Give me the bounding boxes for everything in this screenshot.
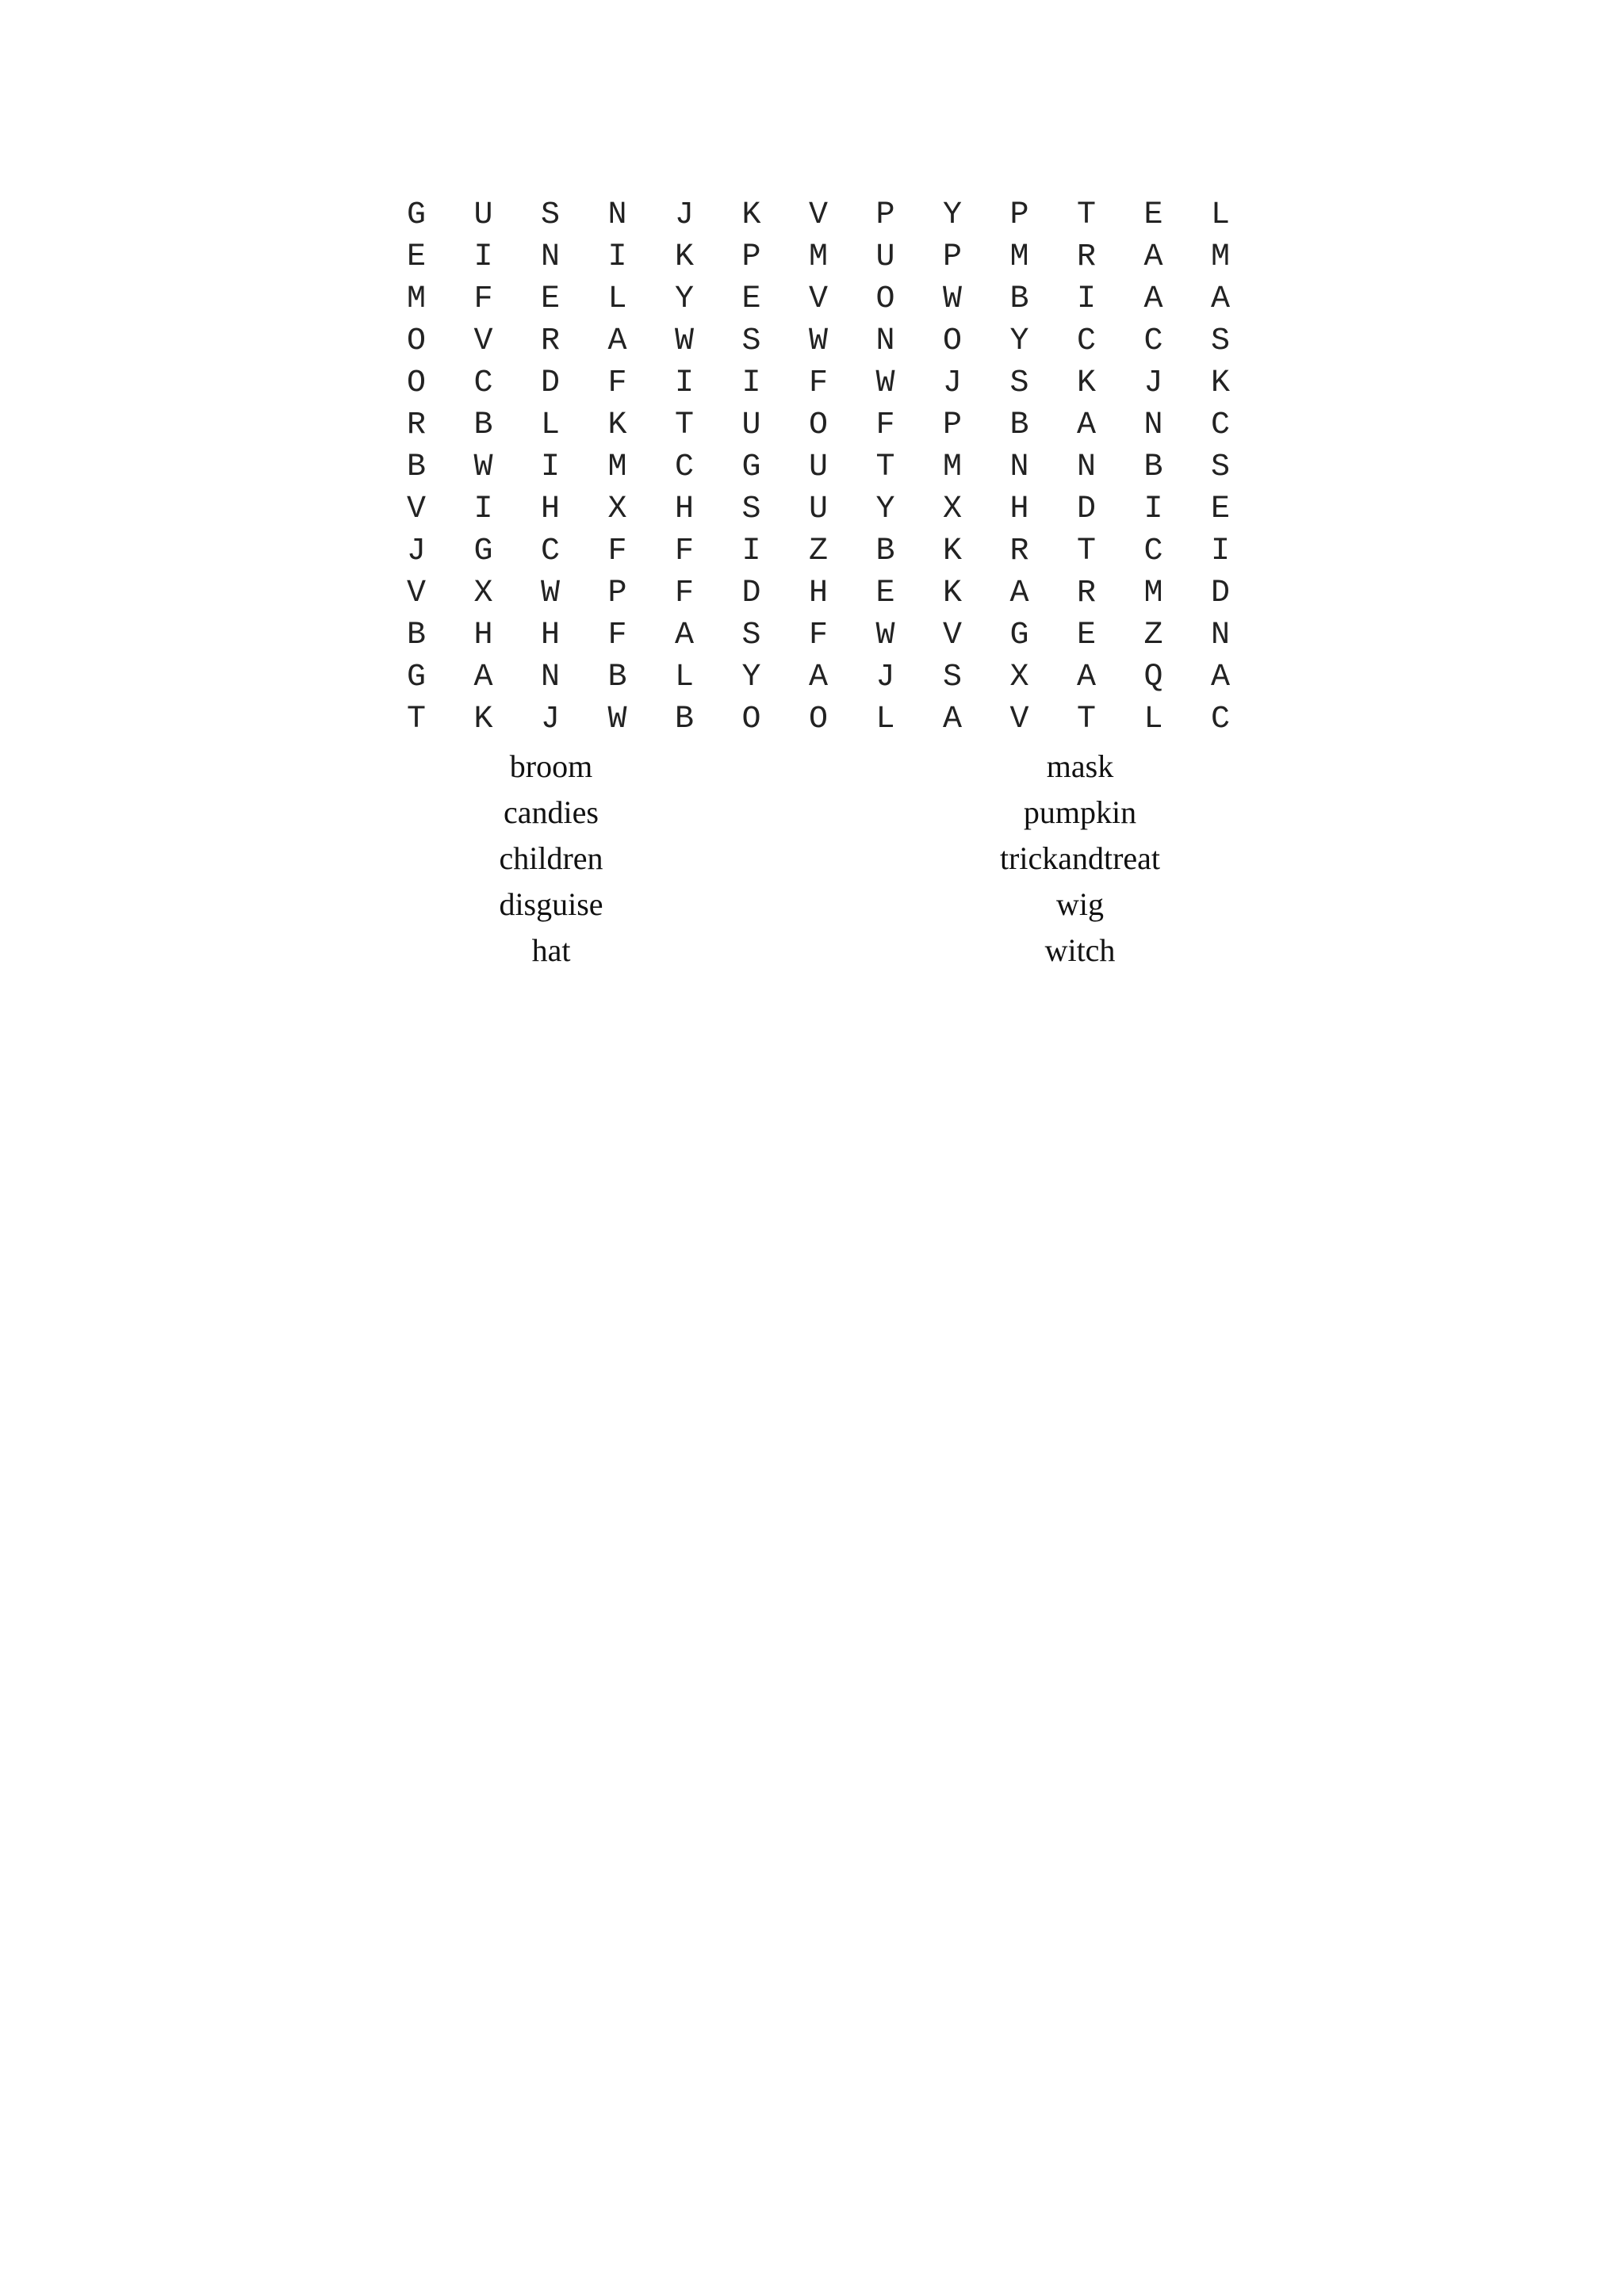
grid-letter: U: [473, 197, 493, 233]
grid-letter: B: [1009, 408, 1029, 443]
grid-letter: W: [875, 365, 895, 401]
grid-letter: X: [607, 492, 627, 527]
grid-letter: H: [540, 492, 560, 527]
grid-letter: U: [808, 492, 828, 527]
grid-letter: O: [942, 323, 962, 359]
grid-letter: N: [875, 323, 895, 359]
grid-letter: S: [741, 618, 761, 653]
grid-letter: E: [1076, 618, 1096, 653]
grid-letter: P: [607, 576, 627, 611]
grid-letter: O: [741, 702, 761, 737]
grid-letter: F: [674, 534, 694, 569]
grid-row: [396, 362, 1252, 404]
grid-letter: I: [607, 239, 627, 275]
grid-letter: G: [406, 197, 426, 233]
grid-letter: S: [1210, 450, 1230, 485]
grid-letter: C: [1210, 702, 1230, 737]
grid-letter: G: [406, 660, 426, 695]
word-pumpkin: pumpkin: [1023, 794, 1137, 830]
grid-letter: W: [875, 618, 895, 653]
grid-letter: E: [875, 576, 895, 611]
grid-letter: Q: [1143, 660, 1163, 695]
grid-row: [396, 404, 1252, 446]
grid-letter: T: [1076, 534, 1096, 569]
grid-letter: Y: [942, 197, 962, 233]
grid-letter: K: [674, 239, 694, 275]
grid-letter: V: [406, 492, 426, 527]
grid-letter: B: [674, 702, 694, 737]
grid-letter: V: [808, 197, 828, 233]
grid-letter: K: [607, 408, 627, 443]
grid-letter: O: [808, 408, 828, 443]
grid-letter: Z: [808, 534, 828, 569]
grid-letter: A: [1143, 281, 1163, 317]
grid-letter: R: [540, 323, 560, 359]
grid-letter: G: [741, 450, 761, 485]
grid-letter: S: [942, 660, 962, 695]
grid-letter: L: [540, 408, 560, 443]
grid-letter: P: [875, 197, 895, 233]
grid-row: [396, 320, 1252, 362]
grid-letter: O: [808, 702, 828, 737]
grid-letter: R: [1076, 576, 1096, 611]
grid-letter: B: [607, 660, 627, 695]
grid-letter: E: [1143, 197, 1163, 233]
grid-letter: F: [674, 576, 694, 611]
grid-letter: B: [875, 534, 895, 569]
grid-letter: A: [1210, 281, 1230, 317]
word-witch: witch: [1044, 932, 1116, 968]
grid-letter: J: [540, 702, 560, 737]
grid-letter: X: [942, 492, 962, 527]
grid-letter: V: [406, 576, 426, 611]
word-children: children: [499, 840, 603, 876]
grid-letter: K: [473, 702, 493, 737]
grid-letter: F: [875, 408, 895, 443]
grid-row: [396, 278, 1252, 320]
grid-letter: I: [540, 450, 560, 485]
grid-letter: N: [540, 239, 560, 275]
grid-letter: H: [674, 492, 694, 527]
grid-letter: K: [942, 576, 962, 611]
grid-letter: A: [1076, 408, 1096, 443]
grid-letter: F: [808, 365, 828, 401]
grid-letter: N: [607, 197, 627, 233]
grid-letter: M: [1210, 239, 1230, 275]
grid-letter: W: [607, 702, 627, 737]
grid-letter: M: [406, 281, 426, 317]
grid-letter: S: [1009, 365, 1029, 401]
word-mask: mask: [1046, 748, 1114, 784]
grid-letter: O: [406, 365, 426, 401]
grid-letter: D: [1210, 576, 1230, 611]
grid-letter: Y: [1009, 323, 1029, 359]
grid-letter: E: [741, 281, 761, 317]
grid-letter: I: [473, 492, 493, 527]
grid-letter: J: [1143, 365, 1163, 401]
word-search-grid: [396, 194, 1252, 740]
grid-row: [396, 614, 1252, 656]
grid-letter: C: [473, 365, 493, 401]
grid-letter: B: [406, 450, 426, 485]
grid-letter: R: [1076, 239, 1096, 275]
grid-row: [396, 488, 1252, 530]
grid-letter: W: [674, 323, 694, 359]
grid-letter: L: [875, 702, 895, 737]
grid-letter: X: [473, 576, 493, 611]
grid-letter: A: [1009, 576, 1029, 611]
grid-letter: M: [607, 450, 627, 485]
grid-letter: C: [1143, 534, 1163, 569]
grid-letter: U: [741, 408, 761, 443]
grid-letter: I: [1210, 534, 1230, 569]
word-broom: broom: [509, 748, 593, 784]
grid-letter: P: [942, 239, 962, 275]
grid-letter: M: [942, 450, 962, 485]
grid-row: [396, 530, 1252, 572]
grid-letter: S: [741, 492, 761, 527]
grid-letter: O: [875, 281, 895, 317]
grid-letter: H: [540, 618, 560, 653]
grid-letter: R: [406, 408, 426, 443]
grid-letter: A: [1076, 660, 1096, 695]
grid-letter: A: [942, 702, 962, 737]
grid-row: [396, 572, 1252, 614]
grid-letter: J: [674, 197, 694, 233]
grid-letter: F: [473, 281, 493, 317]
grid-letter: Y: [741, 660, 761, 695]
grid-letter: T: [674, 408, 694, 443]
grid-letter: H: [473, 618, 493, 653]
grid-letter: K: [942, 534, 962, 569]
grid-row: [396, 446, 1252, 488]
grid-letter: V: [473, 323, 493, 359]
grid-letter: X: [1009, 660, 1029, 695]
grid-letter: D: [741, 576, 761, 611]
grid-letter: K: [1210, 365, 1230, 401]
grid-letter: W: [473, 450, 493, 485]
grid-letter: Y: [875, 492, 895, 527]
grid-letter: I: [741, 365, 761, 401]
grid-letter: U: [808, 450, 828, 485]
grid-letter: I: [741, 534, 761, 569]
grid-letter: C: [1210, 408, 1230, 443]
grid-letter: P: [1009, 197, 1029, 233]
grid-letter: B: [473, 408, 493, 443]
grid-letter: E: [406, 239, 426, 275]
grid-letter: J: [406, 534, 426, 569]
grid-letter: H: [808, 576, 828, 611]
grid-letter: U: [875, 239, 895, 275]
grid-letter: B: [406, 618, 426, 653]
grid-letter: V: [808, 281, 828, 317]
grid-letter: S: [741, 323, 761, 359]
grid-letter: D: [540, 365, 560, 401]
word-list-left: [377, 744, 726, 974]
grid-letter: T: [406, 702, 426, 737]
grid-letter: G: [473, 534, 493, 569]
word-disguise: disguise: [499, 886, 603, 922]
grid-letter: P: [741, 239, 761, 275]
grid-letter: F: [607, 365, 627, 401]
grid-letter: L: [674, 660, 694, 695]
grid-letter: K: [1076, 365, 1096, 401]
grid-letter: N: [540, 660, 560, 695]
grid-row: [396, 194, 1252, 236]
grid-letter: R: [1009, 534, 1029, 569]
grid-row: [396, 236, 1252, 278]
grid-letter: V: [942, 618, 962, 653]
grid-letter: D: [1076, 492, 1096, 527]
grid-letter: L: [1143, 702, 1163, 737]
grid-letter: O: [406, 323, 426, 359]
grid-letter: F: [808, 618, 828, 653]
word-hat: hat: [531, 932, 571, 968]
grid-letter: W: [540, 576, 560, 611]
grid-letter: T: [1076, 197, 1096, 233]
grid-letter: T: [1076, 702, 1096, 737]
grid-letter: I: [1143, 492, 1163, 527]
grid-letter: H: [1009, 492, 1029, 527]
grid-letter: J: [942, 365, 962, 401]
word-list-right: [906, 744, 1254, 974]
grid-letter: B: [1009, 281, 1029, 317]
word-candies: candies: [504, 794, 599, 830]
grid-letter: C: [1143, 323, 1163, 359]
grid-letter: K: [741, 197, 761, 233]
word-trickandtreat: trickandtreat: [999, 840, 1161, 876]
grid-letter: E: [540, 281, 560, 317]
word-wig: wig: [1056, 886, 1104, 922]
grid-letter: F: [607, 534, 627, 569]
grid-letter: W: [808, 323, 828, 359]
grid-letter: G: [1009, 618, 1029, 653]
grid-letter: S: [540, 197, 560, 233]
grid-letter: A: [473, 660, 493, 695]
grid-letter: C: [674, 450, 694, 485]
grid-letter: A: [607, 323, 627, 359]
grid-letter: N: [1210, 618, 1230, 653]
grid-letter: M: [808, 239, 828, 275]
grid-letter: A: [674, 618, 694, 653]
grid-letter: Y: [674, 281, 694, 317]
grid-row: [396, 656, 1252, 698]
grid-letter: A: [1143, 239, 1163, 275]
grid-letter: I: [1076, 281, 1096, 317]
grid-letter: Z: [1143, 618, 1163, 653]
grid-letter: L: [1210, 197, 1230, 233]
grid-letter: C: [540, 534, 560, 569]
grid-letter: S: [1210, 323, 1230, 359]
grid-letter: B: [1143, 450, 1163, 485]
grid-letter: E: [1210, 492, 1230, 527]
grid-letter: L: [607, 281, 627, 317]
grid-letter: J: [875, 660, 895, 695]
grid-letter: N: [1143, 408, 1163, 443]
grid-letter: A: [1210, 660, 1230, 695]
grid-letter: C: [1076, 323, 1096, 359]
grid-letter: T: [875, 450, 895, 485]
grid-letter: P: [942, 408, 962, 443]
grid-letter: W: [942, 281, 962, 317]
grid-letter: N: [1076, 450, 1096, 485]
grid-letter: I: [674, 365, 694, 401]
grid-letter: I: [473, 239, 493, 275]
grid-row: [396, 698, 1252, 740]
grid-letter: F: [607, 618, 627, 653]
grid-letter: N: [1009, 450, 1029, 485]
grid-letter: V: [1009, 702, 1029, 737]
grid-letter: M: [1009, 239, 1029, 275]
grid-letter: M: [1143, 576, 1163, 611]
grid-letter: A: [808, 660, 828, 695]
